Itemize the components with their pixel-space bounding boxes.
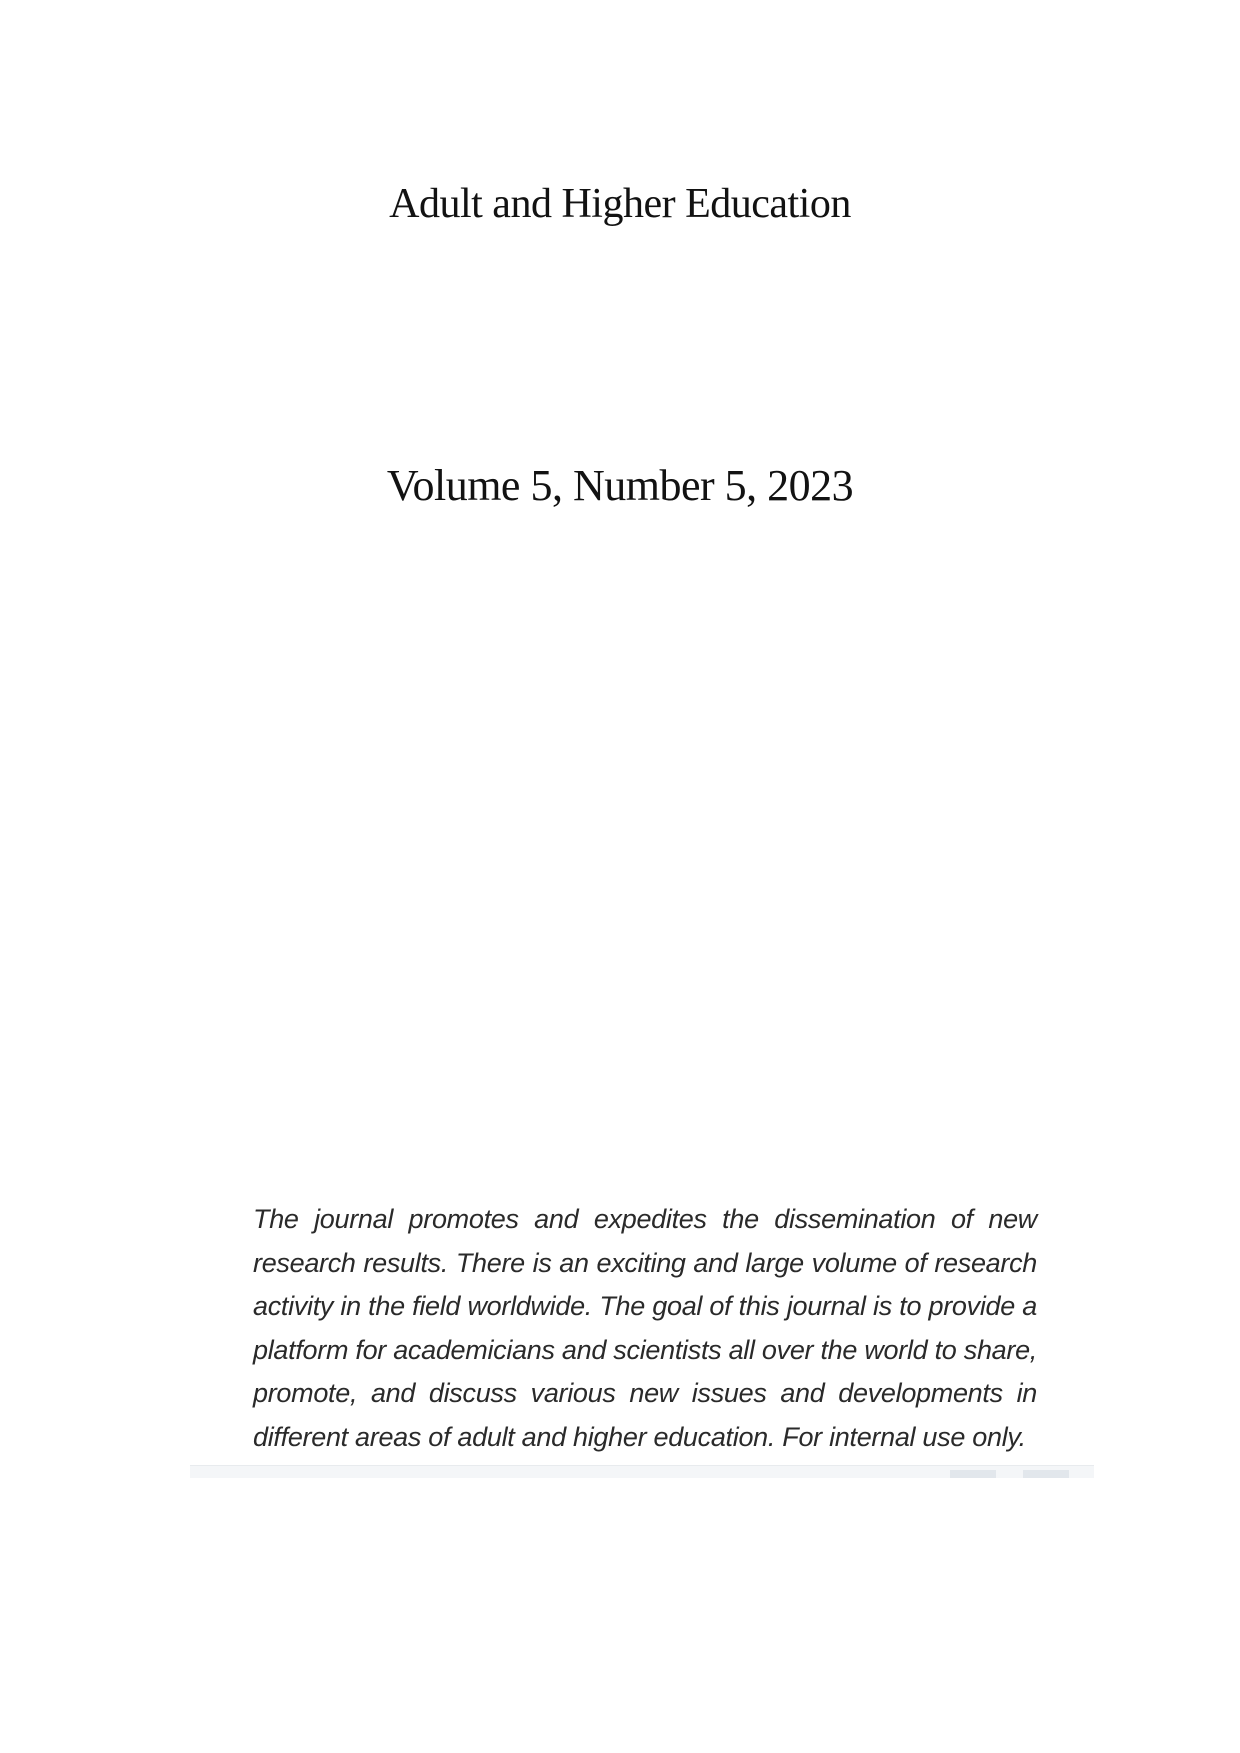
issue-volume-number-year: Volume 5, Number 5, 2023: [386, 461, 854, 510]
journal-title: Adult and Higher Education: [389, 181, 851, 227]
scan-artifact-tab: [1023, 1470, 1069, 1478]
scan-artifact-tab: [950, 1470, 996, 1478]
journal-description: The journal promotes and expedites the dissemination of new research results. There is an exciting and large volume of research activity in the field worldwide. The goal of this journal is to provide a platform for academicians and scientists all over the world to share, promote, and discuss various new issues and developments in different areas of adult and higher education. For internal use only.: [253, 1204, 1037, 1452]
